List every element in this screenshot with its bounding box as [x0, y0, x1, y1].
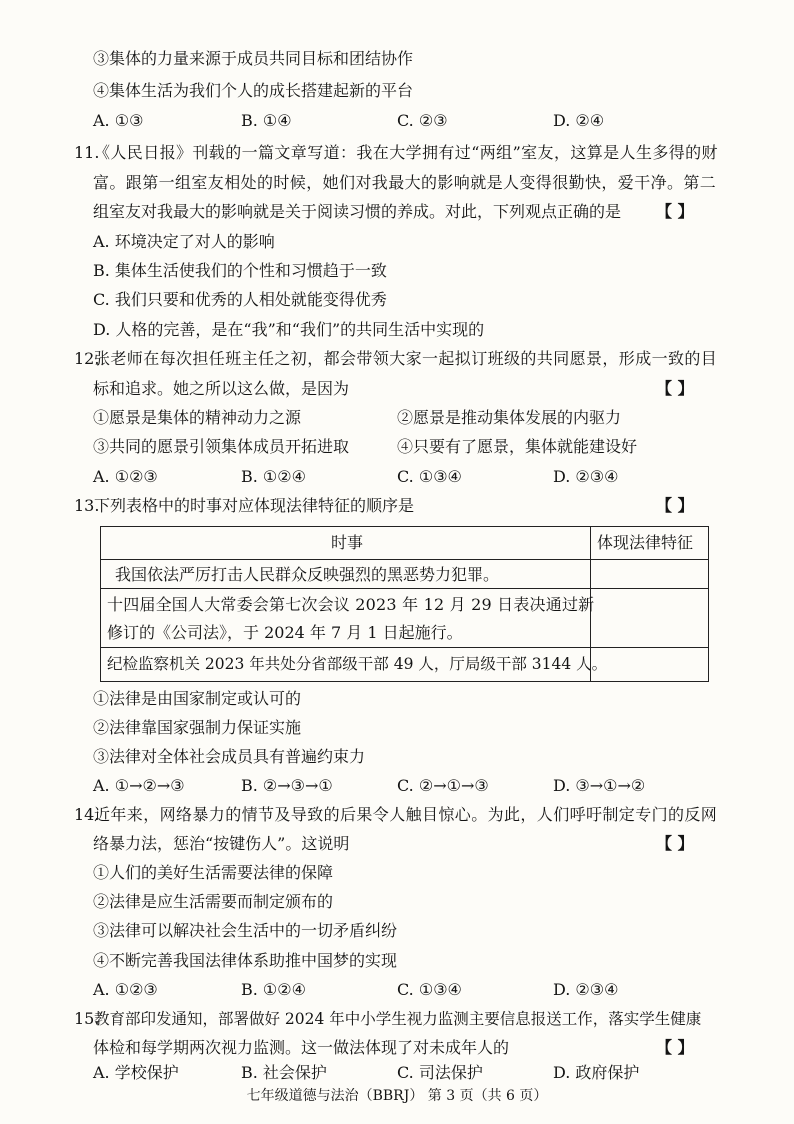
q14-stem-line-1: 近年来，网络暴力的情节及导致的后果令人触目惊心。为此，人们呼吁制定专门的反网: [94, 805, 718, 824]
q13-item-1: ①法律是由国家制定或认可的: [93, 689, 302, 708]
table-header-event: 时事: [331, 533, 364, 552]
table-header-divider: [101, 559, 708, 560]
q12-item-3: ③共同的愿景引领集体成员开拓进取: [93, 437, 350, 456]
q11-number: 11.: [74, 143, 100, 162]
top-option-c: C. ②③: [397, 111, 448, 130]
q15-option-a: A. 学校保护: [93, 1063, 179, 1082]
q11-option-d: D. 人格的完善，是在“我”和“我们”的共同生活中实现的: [93, 320, 485, 339]
table-row-3-event: 纪检监察机关 2023 年共处分省部级干部 49 人，厅局级干部 3144 人。: [107, 655, 608, 673]
q11-stem-line-1: 《人民日报》刊载的一篇文章写道：我在大学拥有过“两组”室友，这算是人生多得的财: [94, 143, 718, 162]
q14-option-a: A. ①②③: [93, 980, 158, 999]
q12-stem-line-1: 张老师在每次担任班主任之初，都会带领大家一起拟订班级的共同愿景，形成一致的目: [94, 349, 718, 368]
top-option-a: A. ①③: [93, 111, 144, 130]
q11-stem-line-2: 富。跟第一组室友相处的时候，她们对我最大的影响就是人变得很勤快，爱干净。第二: [93, 173, 717, 192]
top-option-b: B. ①④: [241, 111, 292, 130]
q15-stem-line-2: 体检和每学期两次视力监测。这一做法体现了对未成年人的: [93, 1038, 510, 1057]
q12-number: 12.: [74, 349, 100, 368]
q14-stem-line-2: 络暴力法，惩治“按键伤人”。这说明: [93, 834, 350, 853]
q13-answer-bracket: 【 】: [656, 496, 694, 515]
q12-stem-line-2: 标和追求。她之所以这么做，是因为: [93, 379, 350, 398]
q14-answer-bracket: 【 】: [656, 834, 694, 853]
q14-item-2: ②法律是应生活需要而制定颁布的: [93, 892, 334, 911]
q13-option-a: A. ①→②→③: [93, 776, 185, 795]
q13-item-2: ②法律靠国家强制力保证实施: [93, 718, 302, 737]
top-option-d: D. ②④: [553, 111, 605, 130]
q13-item-3: ③法律对全体社会成员具有普遍约束力: [93, 747, 366, 766]
q12-option-d: D. ②③④: [553, 467, 619, 486]
q15-option-d: D. 政府保护: [553, 1063, 640, 1082]
table-header-feature: 体现法律特征: [597, 533, 694, 552]
q14-option-d: D. ②③④: [553, 980, 619, 999]
top-item-4: ④集体生活为我们个人的成长搭建起新的平台: [93, 81, 414, 100]
q14-number: 14.: [74, 805, 100, 824]
q15-answer-bracket: 【 】: [656, 1038, 694, 1057]
q13-number: 13.: [74, 496, 100, 515]
q12-item-1: ①愿景是集体的精神动力之源: [93, 408, 302, 427]
q11-option-c: C. 我们只要和优秀的人相处就能变得优秀: [93, 290, 387, 309]
q13-option-c: C. ②→①→③: [397, 776, 489, 795]
table-row-1-event: 我国依法严厉打击人民群众反映强烈的黑恶势力犯罪。: [115, 565, 500, 584]
q14-option-c: C. ①③④: [397, 980, 462, 999]
q13-stem: 下列表格中的时事对应体现法律特征的顺序是: [94, 496, 415, 515]
q11-option-a: A. 环境决定了对人的影响: [93, 232, 275, 251]
table-row-divider-2: [101, 647, 708, 648]
q11-answer-bracket: 【 】: [656, 202, 694, 221]
q14-item-4: ④不断完善我国法律体系助推中国梦的实现: [93, 951, 398, 970]
q11-stem-line-3: 组室友对我最大的影响就是关于阅读习惯的养成。对此，下列观点正确的是: [93, 202, 622, 221]
table-row-2-event-line-2: 修订的《公司法》，于 2024 年 7 月 1 日起施行。: [107, 623, 463, 642]
q12-option-a: A. ①②③: [93, 467, 158, 486]
q14-option-b: B. ①②④: [241, 980, 306, 999]
q12-answer-bracket: 【 】: [656, 379, 694, 398]
q15-option-b: B. 社会保护: [241, 1063, 327, 1082]
table-row-divider-1: [101, 588, 708, 589]
q12-option-b: B. ①②④: [241, 467, 306, 486]
q13-option-d: D. ③→①→②: [553, 776, 646, 795]
q12-item-4: ④只要有了愿景，集体就能建设好: [397, 437, 638, 456]
q13-option-b: B. ②→③→①: [241, 776, 333, 795]
table-row-2-event-line-1: 十四届全国人大常委会第七次会议 2023 年 12 月 29 日表决通过新: [107, 595, 595, 614]
q14-item-1: ①人们的美好生活需要法律的保障: [93, 863, 334, 882]
q12-item-2: ②愿景是推动集体发展的内驱力: [397, 408, 622, 427]
q13-events-table: [100, 526, 709, 682]
page-footer: 七年级道德与法治（BBRJ） 第 3 页（共 6 页）: [246, 1088, 548, 1104]
q15-stem-line-1: 教育部印发通知，部署做好 2024 年中小学生视力监测主要信息报送工作，落实学生健康: [94, 1010, 702, 1028]
q14-item-3: ③法律可以解决社会生活中的一切矛盾纠纷: [93, 921, 398, 940]
q11-option-b: B. 集体生活使我们的个性和习惯趋于一致: [93, 261, 387, 280]
q12-option-c: C. ①③④: [397, 467, 462, 486]
top-item-3: ③集体的力量来源于成员共同目标和团结协作: [93, 49, 414, 68]
q15-option-c: C. 司法保护: [397, 1063, 483, 1082]
q15-number: 15.: [74, 1009, 100, 1028]
